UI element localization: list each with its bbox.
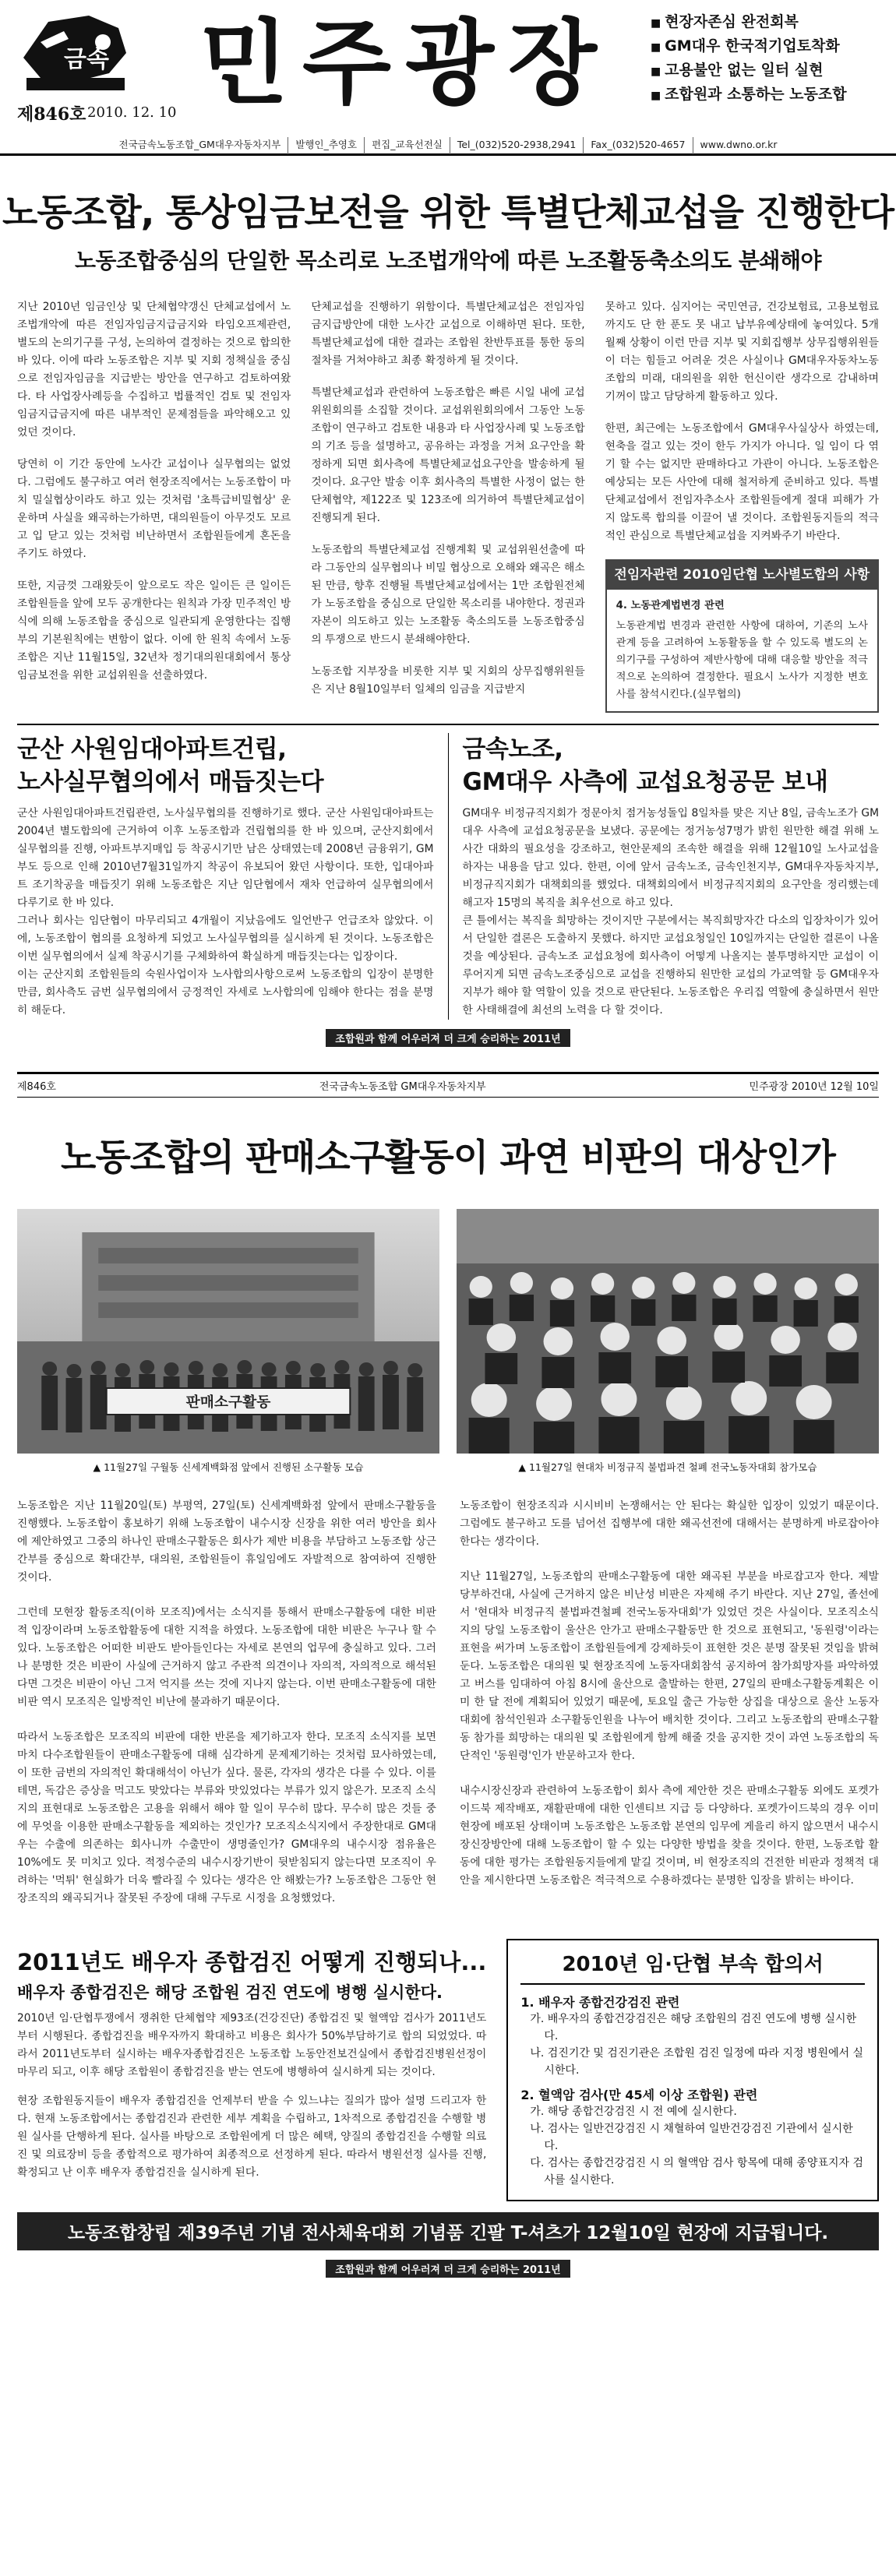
sales-campaign-photo <box>17 1209 439 1454</box>
paragraph: 한편, 최근에는 노동조합에서 GM대우사실상사 하였는데, 현축을 걸고 있는 것이 한두 가지가 아니다. 일 임이 다 엮기 할 수는 없지만 판매하다고 가관이 아니다. 노동조합은 예상되는 모든 사안에 대해 철저하게 준비하고 있다. 특별단체교섭에서 전임자추소사 조합원들에게 절대 피해가 가지 않도록 합의를 이끌어 낼 것이다. 조합원동지들의 적극적인 관심으로 특별단체교섭을 지켜봐주기 바란다. <box>605 422 879 542</box>
paragraph: 노동조합 지부장을 비롯한 지부 및 지회의 상무집행위원들은 지난 8월10일부터 일체의 임금을 지급받지 <box>311 665 585 696</box>
metal-headline-line1: 금속노조, <box>462 735 563 763</box>
page2-union: 전국금속노동조합 GM대우자동차지부 <box>319 1081 486 1093</box>
paragraph: 현장 조합원동지들이 배우자 종합검진을 언제부터 받을 수 있느냐는 질의가 많아 설명 드리고자 한다. 현재 노동조합에서는 종합검진과 관련한 세부 계획을 수립하고, 1차적으로 종합검진을 수행할 병원 실사를 단행하게 된다. 실사를 바탕으로 조합원에게 더 많은 혜택, 양질의 종합검진을 수행할 의료진 및 의료장비 등을 종합적으로 평가하여 최종적으로 선정하게 된다. 따라서 병원선정 실사를 진행, 확정되고 난 이후 배우자 종합검진을 실시하게 된다. <box>17 2095 487 2179</box>
housing-headline-line2: 노사실무협의에서 매듭짓는다 <box>17 768 324 796</box>
metal-body <box>463 805 880 1020</box>
union-logo <box>17 11 134 95</box>
issue-date: 2010. 12. 10 <box>87 104 177 121</box>
bottom-section <box>0 1939 896 2201</box>
page2-article-body <box>0 1497 896 1925</box>
paragraph: 지난 2010년 임금인상 및 단체협약갱신 단체교섭에서 노조법개악에 따른 전임자임금지급금지와 타임오프제관련, 별도의 논의기구를 구성, 논의하여 결정하는 것으로 합의한바 있다. 이에 따라 노동조합은 지부 및 지회 정책실을 중심으로 전임자임금을 지급받는 방안을 연구하고 검토하여왔다. 타 사업장사례등을 수집하고 법률적인 검토 및 전임자임금지급금지에 따른 내부적인 문제점들을 파악해오고 있었던 것이다. <box>17 301 291 439</box>
photo-row <box>0 1209 896 1474</box>
agreement-section-2: 2. 혈액암 검사(만 45세 이상 조합원) 관련 <box>520 2088 758 2102</box>
paragraph: 당연히 이 기간 동안에 노사간 교섭이나 실무협의는 없었다. 그럼에도 불구하고 여러 현장조직에서는 노동조합이 마치 밀실협상이라도 하고 있는 것처럼 '초특급비밀협상' 운운하며 사실을 왜곡하는가하면, 대의원들이 아무것도 모르고 입 닫고 있는 것처럼 비난하면서 조합원들에게 혼돈을 주기도 하였다. <box>17 458 291 560</box>
photo-banner-text: 판매소구활동 <box>185 1394 271 1411</box>
photo-caption: ▲ 11월27일 구월동 신세계백화점 앞에서 진행된 소구활동 모습 <box>93 1461 364 1473</box>
info-website: www.dwno.or.kr <box>693 137 785 154</box>
sidebox-text: 노동관계법 변경과 관련한 사항에 대하여, 기존의 노사관계 등을 고려하여 노동활동을 할 수 있도록 별도의 논의기구를 구성하여 제반사항에 대해 대응할 방안을 적극적으로 논의하여 결정한다. 필요시 노사가 지정한 변호사를 참석시킨다.(실무협의) <box>616 620 868 700</box>
section-divider <box>17 724 879 725</box>
lead-subheadline: 노동조합중심의 단일한 목소리로 노조법개악에 따른 노조활동축소의도 분쇄해야 <box>74 248 822 273</box>
notice-banner: 노동조합창립 제39주년 기념 전사체육대회 기념품 긴팔 T-셔츠가 12월10일 현장에 지급됩니다. <box>17 2212 879 2250</box>
footer-slogan-text: 조합원과 함께 어우러져 더 크게 승리하는 2011년 <box>326 1029 570 1047</box>
photo-sales-campaign <box>17 1209 439 1474</box>
page2-issue: 제846호 <box>17 1081 56 1093</box>
agreement-item: 나. 검진기간 및 검진기관은 조합원 검진 일정에 따라 지정 병원에서 실시한다. <box>530 2047 863 2077</box>
info-union: 전국금속노동조합_GM대우자동차지부 <box>118 139 281 150</box>
paragraph: 그러나 회사는 임단협이 마무리되고 4개월이 지났음에도 일언반구 언급조차 않았다. 이에, 노동조합이 협의를 요청하게 되었고 노사실무협의를 실시하게 된 것이다. 노동조합은 이번 실무협의에서 실제 착공시기를 구체화하여 확실하게 매듭짓는다는 입장이다. <box>17 914 434 963</box>
page2-headline: 노동조합의 판매소구활동이 과연 비판의 대상인가 <box>61 1136 835 1179</box>
agreement-sidebox <box>605 559 879 713</box>
paragraph: 이는 군산지회 조합원들의 숙원사업이자 노사합의사항으로써 노동조합의 입장이 분명한 만큼, 회사측도 금번 실무협의에서 긍정적인 자세로 노사합의에 임해야 한다는 점을 분명히 해둔다. <box>17 968 434 1017</box>
info-editor: 편집_교육선전실 <box>364 137 450 154</box>
agreement-section-1: 1. 배우자 종합건강검진 관련 <box>520 1995 680 2010</box>
secondary-articles <box>0 733 896 1020</box>
paragraph: 군산 사원임대아파트건립관련, 노사실무협의를 진행하기로 했다. 군산 사원임대아파트는 2004년 별도합의에 근거하여 이후 노동조합과 건립협의를 한 바 있으며, 군산지회에서 실무협의를 진행, 아파트부지매입 등 착공시기만 남은 상태였는데 2008년 금융위기, GM부도 등으로 인해 2010년7월31일까지 착공이 유보되어 왔던 사항이다. 또한, 입대아파트 조기착공을 매듭짓기 위해 노동조합은 지난 임단협에서 재차 언급하여 실무협의에서 다루기로 한 바 있다. <box>17 807 434 909</box>
slogan-item: ■ 고용불안 없는 일터 실현 <box>651 59 888 83</box>
housing-headline-line1: 군산 사원임대아파트건립, <box>17 735 287 763</box>
logo-text: 금속 <box>64 46 109 73</box>
union-logo-graphic <box>17 11 134 95</box>
newspaper-title: 민주광장 <box>199 9 611 117</box>
metal-headline-line2: GM대우 사측에 교섭요청공문 보내 <box>462 768 828 796</box>
paragraph: 노동조합의 특별단체교섭 진행계획 및 교섭위원선출에 따라 그동안의 실무협의나 비밀 협상으로 오해와 왜곡은 해소된 만큼, 향후 진행될 특별단체교섭에서는 1만 조합원전체가 노동조합을 중심으로 단일한 목소리를 내야한다. 정권과 자본이 의도하고 있는 노조활동 축소의도를 노동조합중심의 투쟁으로 반드시 분쇄해야한다. <box>311 544 585 646</box>
paragraph: 특별단체교섭과 관련하여 노동조합은 빠른 시일 내에 교섭위원회의를 소집할 것이다. 교섭위원회의에서 그동안 노동조합이 연구하고 검토한 내용과 타 사업장사례 및 노동조합의 기조 등을 설명하고, 공유하는 과정을 거쳐 요구안을 확정하게 되면 회사측에 특별단체교섭요구안을 발송하게 될 것이다. 요구안 발송 이후 회사측의 특별한 사정이 없는 한 단체협약, 제122조 및 123조에 의거하여 특별단체교섭이 진행되게 된다. <box>311 386 585 524</box>
info-tel: Tel_(032)520-2938,2941 <box>450 137 584 154</box>
agreement-item: 가. 해당 종합건강검진 시 전 예에 실시한다. <box>530 2106 737 2118</box>
sidebox-body <box>607 590 877 711</box>
housing-article <box>17 733 434 1020</box>
agreement-item: 가. 배우자의 종합건강검진은 해당 조합원의 검진 연도에 병행 실시한다. <box>530 2013 857 2042</box>
slogan-item: ■ 조합원과 소통하는 노동조합 <box>651 83 888 107</box>
lead-article-body <box>0 298 896 713</box>
slogan-item: ■ GM대우 한국적기업토착화 <box>651 35 888 59</box>
slogan-item: ■ 현장자존심 완전회복 <box>651 11 888 35</box>
paragraph: GM대우 비정규직지회가 정문아치 점거농성돌입 8일차를 맞은 지난 8일, 금속노조가 GM대우 사측에 교섭요청공문을 보냈다. 공문에는 정거농성7명가 밝힌 원만한 해결 위해 노사간 대화의 필요성을 강조하고, 현안문제의 조속한 해결을 위해 12월10일 노사교섭을 하자는 내용을 담고 있다. 한편, 이에 앞서 금속노조, 금속인천지부, GM대우자동차지부, 비정규직지회가 대책회의를 했었다. 대책회의에서 비정규직지회의 요구안을 정리했는데 해고자 15명의 복직을 최우선으로 하고 있다. <box>462 807 879 909</box>
page2-date: 민주광장 2010년 12월 10일 <box>749 1081 879 1093</box>
sidebox-title: 전임자관련 2010임단협 노사별도합의 사항 <box>607 561 877 590</box>
lead-column-2 <box>311 298 584 713</box>
agreement-item: 다. 검사는 종합건강검진 시 의 혈액암 검사 항목에 대해 종양표지자 검사를 실시한다. <box>530 2157 863 2187</box>
paragraph: 단체교섭을 진행하기 위함이다. 특별단체교섭은 전임자임금지급방안에 대한 노사간 교섭으로 이해하면 된다. 또한, 특별단체교섭에 대한 결과는 조합원 찬반투표를 통한 동의절차를 거쳐야하고 최종 확정하게 될 것이다. <box>311 301 585 367</box>
footer-slogan <box>0 1029 896 1047</box>
metal-union-article <box>448 733 880 1020</box>
paragraph: 2010년 임·단협투쟁에서 쟁취한 단체협약 제93조(건강진단) 종합검진 및 혈액암 검사가 2011년도부터 시행된다. 종합검진을 배우자까지 확대하고 비용은 회사가 50%부담하기로 합의 되었었다. 따라서 2011년도부터 실시하는 배우자종합검진은 노동조합 노동안전보건실에서 종합검진병원선정이 마무리 되고, 이후 해당 조합원이 종합검진을 받는 연도에 병행하여 실시하게 되는 것이다. <box>17 2012 487 2078</box>
lead-headline: 노동조합, 통상임금보전을 위한 특별단체교섭을 진행한다 <box>2 192 894 234</box>
medical-headline: 2011년도 배우자 종합검진 어떻게 진행되나... <box>17 1949 487 1975</box>
medical-subheadline: 배우자 종합검진은 해당 조합원 검진 연도에 병행 실시한다. <box>17 1983 443 2002</box>
housing-body <box>17 805 434 1020</box>
paragraph: 그런데 모현장 활동조직(이하 모조직)에서는 소식지를 통해서 판매소구활동에 대한 비판적 입장이라며 노동조합활동에 대한 지적을 하였다. 노동조합에 대한 비판은 누구나 할 수 있다. 노동조합은 어떠한 비판도 받아들인다는 자세로 본연의 업무에 충실하고 있다. 그러나 분명한 것은 비판이 사실에 근거하지 않고 주관적 의견이나 자의적, 자의적으로 해석된다면 그것은 비판이 아닌 그저 억지를 쓰는 것에 지나지 않는다. 이번 판매소구활동에 대한 비판 역시 모조직은 일방적인 비난에 불과하기 때문이다. <box>17 1606 436 1708</box>
agreement-title: 2010년 임·단협 부속 합의서 <box>520 1948 865 1985</box>
paragraph: 따라서 노동조합은 모조직의 비판에 대한 반론을 제기하고자 한다. 모조직 소식지를 보면 마치 다수조합원들이 판매소구활동에 대해 심각하게 문제제기하는 것처럼 묘사하였는데, 이 또한 금번의 자의적인 확대해석이 아닌가 싶다. 물론, 각자의 생각은 다를 수 있다. 이를테면, 독감은 증상을 먹고도 맞았다는 부류와 맛있었다는 부류가 있지 않은가. 모조직 소식지의 표현대로 노동조합은 고용을 위해서 해야 할 일이 무수히 많다. 무수히 많은 것들 중에 무엇을 이용한 판매소구활동을 제외하는 것인가? 모조직소식지에서 주장한대로 GM대우는 수출에 의존하는 회사니까 수출만이 생명줄인가? GM대우의 내수시장 점유율은 10%에도 못 미치고 있다. 적정수준의 내수시장기반이 뒷받침되지 않는다면 모조직이 우려하는 '먹튀' 현실화가 더욱 빨라질 수 있다는 생각은 안 해봤는가? 노동조합은 그동안 현장조직의 왜곡되거나 잘못된 주장에 대해 구두로 시정을 요청했었다. <box>17 1731 436 1905</box>
issue-number: 제846호 <box>17 104 86 125</box>
paragraph: 지난 11월27일, 노동조합의 판매소구활동에 대한 왜곡된 부분을 바로잡고자 한다. 제발 당부하건대, 사실에 근거하지 않은 비난성 비판은 자제해 주기 바란다. 지난 27일, 졸선에서 '현대차 비정규직 불법파견철폐 전국노동자대회'가 있었던 것은 사실이다. 모조직소식지의 당일 노동조합이 울산은 안가고 판매소구활동만 한 것으로 표현되고, '동원령'이라는 표현을 써가며 노동조합이 조합원들에게 강제하듯이 표현한 것은 분명 잘못된 것임을 밝혀둔다. 노동조합은 대의원 및 현장조직에 노동자대회참석 공지하여 참가희망자를 파악하였고 버스를 임대하여 아침 8시에 울산으로 출발하는 한편, 27일의 판매소구활동계획은 이미 한 달 전에 계획되어 있었기 때문에, 토요일 출근 가능한 상집을 대상으로 울산 노동자대회에 참석인원과 소구활동인원을 나누어 배치한 것이다. 그리고 노동조합의 판매소구활동 참가를 희망하는 대의원 및 조합원에게 함께 해줄 것을 공지한 것이 과연 노동조합의 독단적인 '동원령'인가 반문하고자 한다. <box>460 1570 879 1762</box>
page2-header <box>17 1072 879 1098</box>
agreement-item: 나. 검사는 일반건강검진 시 채혈하여 일반건강검진 기관에서 실시한다. <box>530 2123 853 2152</box>
paragraph: 큰 틀에서는 복직을 희망하는 것이지만 구분에서는 복직희망자간 다소의 입장차이가 있어서 단일한 결론은 도출하지 못했다. 하지만 교섭요청일인 10일까지는 단일한 결론이 나올 것을 예상된다. 금속노조 교섭요청에 회사측이 어떻게 나올지는 불투명하지만 교섭이 이루어지게 되면 금속노조중심으로 교섭을 진행하되 원만한 교섭의 가교역할 등 GM대우자지부가 해야 할 역할이 있을 것으로 판단된다. 노동조합은 우리집 역할에 충실하면서 원만한 사태해결에 최선의 노력을 다 할 것이다. <box>462 914 879 1017</box>
medical-checkup-article <box>17 1939 486 2201</box>
footer-slogan-text: 조합원과 함께 어우러져 더 크게 승리하는 2011년 <box>326 2260 570 2278</box>
slogan-list <box>651 11 888 107</box>
agreement-box <box>506 1939 879 2201</box>
info-publisher: 발행인_추영호 <box>287 137 364 154</box>
paragraph: 노동조합은 지난 11월20일(토) 부평역, 27일(토) 신세계백화점 앞에서 판매소구활동을 진행했다. 노동조합이 홍보하기 위해 노동조합이 내수시장 신장을 위한 여러 방안을 회사에 제안하였고 그중의 하나인 판매소구활동은 회사가 제반 비용을 부담하고 노동조합 상근간부를 중심으로 확대간부, 대의원, 조합원들이 휴일임에도 자발적으로 참여하여 진행한 것이다. <box>17 1499 436 1584</box>
paragraph: 또한, 지금껏 그래왔듯이 앞으로도 작은 일이든 큰 일이든 조합원들을 앞에 모두 공개한다는 원칙과 가장 민주적인 방식에 의해 노동조합을 중심으로 일관되게 운영한다는 집행부의 기본원칙에는 변함이 없다. 이에 한 원칙 속에서 노동조합은 지난 11월15일, 32년차 정기대의원대회에서 통상임금보전을 위한 교섭위원을 선출하였다. <box>17 580 291 682</box>
paragraph: 노동조합이 현장조직과 시시비비 논쟁해서는 안 된다는 확실한 입장이 있었기 때문이다. 그럼에도 불구하고 도를 넘어선 집행부에 대한 왜곡선전에 대해서는 분명하게 바로잡아야 한다는 생각이다. <box>460 1499 879 1548</box>
photo-caption: ▲ 11월27일 현대차 비정규직 불법파견 철폐 전국노동자대회 참가모습 <box>518 1461 817 1473</box>
paragraph: 못하고 있다. 심지어는 국민연금, 건강보험료, 고용보험료까지도 단 한 푼도 못 내고 납부유예상태에 놓여있다. 5개월째 상황이 이런 만큼 지부 및 지회집행부 상무집행위원들이 더는 힘들고 어려운 것은 사실이나 GM대우자동차노동조합의 미래, 대의원을 위한 헌신이란 생각으로 감내하며 기꺼이 많고 담당하게 활동하고 있다. <box>605 301 879 403</box>
medical-body <box>17 2010 486 2182</box>
sidebox-heading: 4. 노동관계법변경 관련 <box>616 600 725 611</box>
page2-column-1 <box>17 1497 436 1925</box>
info-fax: Fax_(032)520-4657 <box>583 137 692 154</box>
lead-column-3 <box>605 298 879 713</box>
lead-column-1 <box>17 298 291 713</box>
paragraph: 내수시장신장과 관련하여 노동조합이 회사 측에 제안한 것은 판매소구활동 외에도 포켓가이드북 제작배포, 재활판매에 대한 인센티브 지급 등 다양하다. 포켓가이드북의 경우 이미 현장에 배포된 상태이며 노동조합은 노동조합 본연의 임무에 게을리 하지 않으면서 내수시장신장방안에 대해 노동조합이 할 수 있는 다양한 방법을 찾을 것이다. 한편, 노동조합 활동에 대한 평가는 조합원동지들에게 맡길 것이며, 비 현장조직의 건전한 비판과 정책적 대안을 제시한다면 노동조합은 적극적으로 수용하겠다는 분명한 입장을 밝히는 바이다. <box>460 1785 879 1887</box>
masthead <box>0 0 896 156</box>
page2-column-2 <box>460 1497 879 1925</box>
footer-slogan <box>0 2260 896 2278</box>
workers-rally-photo <box>457 1209 879 1454</box>
photo-workers-rally <box>457 1209 879 1474</box>
publisher-info-bar <box>0 137 896 154</box>
